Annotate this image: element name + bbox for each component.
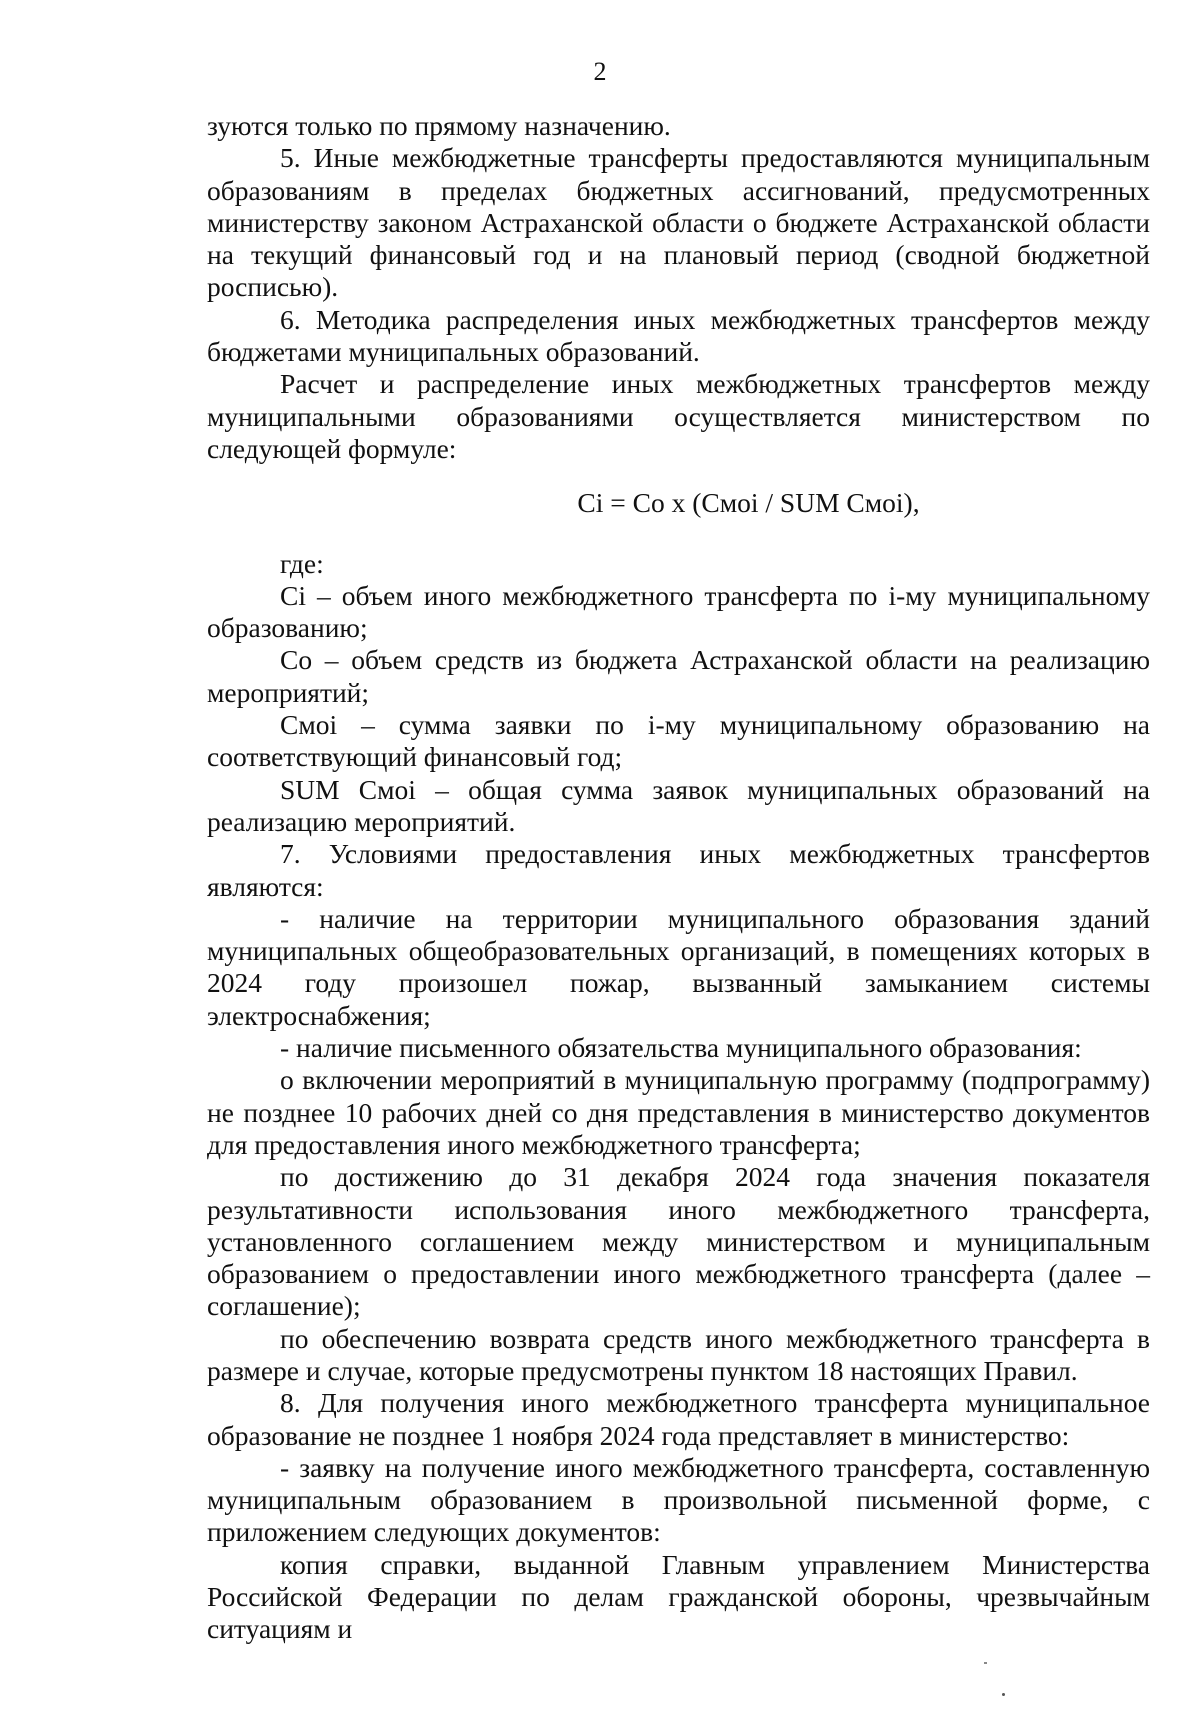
definition-where: где:: [280, 547, 324, 579]
document-body: [207, 110, 1150, 1646]
scan-speck: [1002, 1693, 1005, 1696]
paragraph-calculation: Расчет и распределение иных межбюджетных трансфертов между муниципальными образованиями осуществляется министерством по следующей формуле:: [207, 368, 1150, 464]
application-item: - заявку на получение иного межбюджетного трансферта, составленную муниципальным образованием в произвольной письменной форме, с приложением следующих документов:: [207, 1451, 1150, 1548]
condition-buildings: - наличие на территории муниципального образования зданий муниципальных общеобразовательных организаций, в помещениях которых в 2024 году произошел пожар, вызванный замыканием системы электроснабжения;: [207, 902, 1150, 1031]
paragraph-item-8: 8. Для получения иного межбюджетного трансферта муниципальное образование не позднее 1 ноября 2024 года представляет в министерство:: [207, 1387, 1150, 1451]
definition-sum-cmoi: SUM Cмoi – общая сумма заявок муниципальных образований на реализацию мероприятий.: [207, 773, 1150, 837]
formula: Ci = Co x (Cмoi / SUM Cмoi),: [577, 487, 920, 519]
obligation-indicator: по достижению до 31 декабря 2024 года значения показателя результативности использования иного межбюджетного трансферта, установленного соглашением между министерством и муниципальным образованием о предоставлении иного межбюджетного трансферта (далее – соглашение);: [207, 1161, 1150, 1322]
condition-obligation: - наличие письменного обязательства муниципального образования:: [280, 1032, 1082, 1064]
paragraph-item-5: 5. Иные межбюджетные трансферты предоставляются муниципальным образованиям в пределах бюджетных ассигнований, предусмотренных министерству законом Астраханской области о бюджете Астраханской области на текущий финансовый год и на плановый период (сводной бюджетной росписью).: [207, 142, 1150, 303]
certificate-copy: копия справки, выданной Главным управлением Министерства Российской Федерации по делам гражданской обороны, чрезвычайным ситуациям и: [207, 1548, 1150, 1645]
paragraph-continuation: зуются только по прямому назначению.: [207, 110, 671, 141]
paragraph-item-7: 7. Условиями предоставления иных межбюджетных трансфертов являются:: [207, 838, 1150, 902]
obligation-program: о включении мероприятий в муниципальную программу (подпрограмму) не позднее 10 рабочих дней со дня представления в министерство документов для предоставления иного межбюджетного трансферта;: [207, 1064, 1150, 1160]
paragraph-item-6: 6. Методика распределения иных межбюджетных трансфертов между бюджетами муниципальных образований.: [207, 303, 1150, 368]
scan-speck: [984, 1662, 987, 1664]
definition-cmoi: Cмoi – сумма заявки по i-му муниципальному образованию на соответствующий финансовый год;: [207, 709, 1150, 773]
definition-ci: Ci – объем иного межбюджетного трансферта по i-му муниципальному образованию;: [207, 579, 1150, 644]
definition-co: Co – объем средств из бюджета Астраханской области на реализацию мероприятий;: [207, 644, 1150, 708]
obligation-return: по обеспечению возврата средств иного межбюджетного трансферта в размере и случае, которые предусмотрены пунктом 18 настоящих Правил.: [207, 1322, 1150, 1386]
page-number: 2: [593, 57, 607, 86]
